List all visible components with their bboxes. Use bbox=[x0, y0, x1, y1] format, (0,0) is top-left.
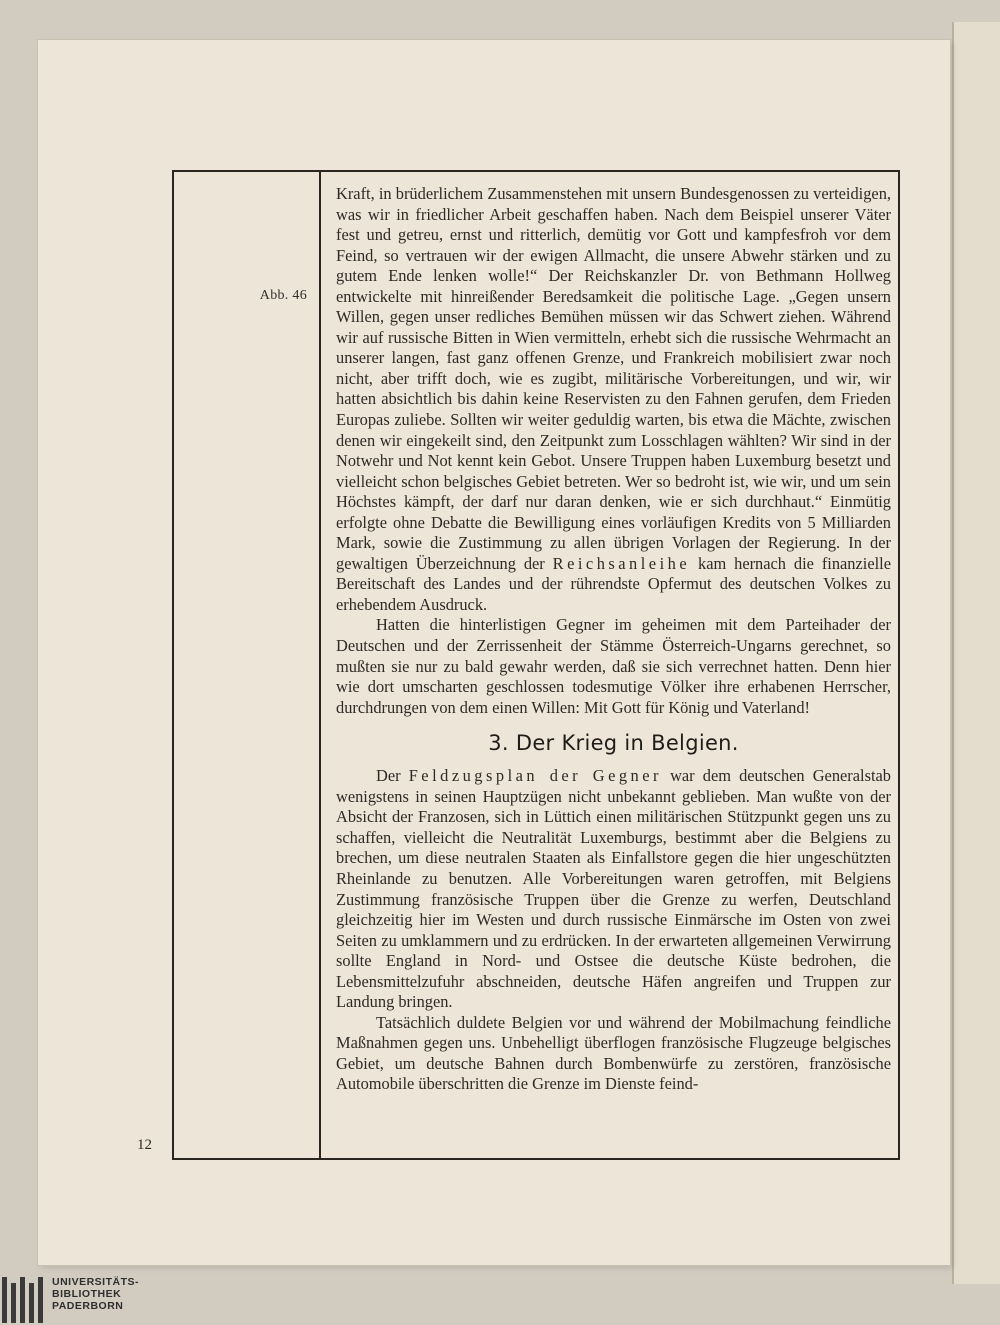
margin-column bbox=[174, 172, 321, 1158]
paragraph: Tatsächlich duldete Belgien vor und während der Mobilmachung feindliche Maßnahmen gegen uns. Unbehelligt überflogen französische Flugzeuge belgisches Gebiet, um deutsche Bahnen durch Bombenwürfe zu zerstören, französische Automobile überschritten die Grenze im Dienste feind- bbox=[336, 1012, 891, 1094]
emphasized-term: Feldzugsplan der Gegner bbox=[408, 766, 662, 786]
paragraph bbox=[336, 184, 891, 615]
paragraph-text: war dem deutschen Generalstab wenigstens in seinen Hauptzügen nicht unbekannt geblieben. Man wußte von der Absicht der Franzosen, sich in Lüttich einen militärischen Stützpunkt gegen uns zu schaffen, vielleicht die Neutralität Luxemburgs, bestimmt aber die Belgiens zu brechen, um diese neutralen Staaten als Einfallstore gegen die hier ungeschützten Rheinlande zu benutzen. Alle Vorbereitungen waren getroffen, mit Belgiens Zustimmung französische Truppen über die Grenze zu werfen, Deutschland gleichzeitig hier im Westen und durch russische Einmärsche im Osten von zwei Seiten zu umklammern und zu erdrücken. In der erwarteten allgemeinen Verwirrung sollte England in Nord- und Ostsee die deutsche Küste bedrohen, die Lebensmittelzufuhr abschneiden, deutsche Häfen angreifen und Truppen zur Landung bringen. bbox=[336, 766, 891, 1012]
section-heading: 3. Der Krieg in Belgien. bbox=[488, 731, 739, 756]
logo-line: PADERBORN bbox=[52, 1300, 124, 1312]
paragraph-text: Der bbox=[376, 766, 409, 786]
paragraph-text: kam hernach die finanzielle Bereitschaft des Landes und der rührendste Opfermut des deutschen Volkes zu erhebendem Ausdruck. bbox=[336, 553, 891, 614]
text-frame bbox=[172, 170, 900, 1160]
book-page bbox=[38, 40, 950, 1265]
figure-reference: Abb. 46 bbox=[259, 288, 307, 303]
body-text bbox=[336, 184, 891, 1095]
library-logo bbox=[0, 1274, 145, 1324]
logo-line: BIBLIOTHEK bbox=[52, 1288, 122, 1300]
paragraph bbox=[336, 766, 891, 1013]
library-logo-text bbox=[52, 1276, 139, 1312]
logo-line: UNIVERSITÄTS- bbox=[52, 1276, 140, 1288]
emphasized-term: Reichsanleihe bbox=[552, 553, 691, 573]
facing-page-edge bbox=[952, 22, 1000, 1284]
paragraph-text: Kraft, in brüderlichem Zusammenstehen mit unsern Bundesgenossen zu verteidigen, was wir in friedlicher Arbeit geschaffen haben. Nach dem Beispiel unserer Väter fest und getreu, ernst und ritterlich, demütig vor Gott und kampfesfroh vor dem Feind, so vertrauen wir der ewigen Allmacht, die unsere Abwehr stärken und zu gutem Ende lenken wolle!“ Der Reichskanzler Dr. von Bethmann Hollweg entwickelte mit hinreißender Beredsamkeit die politische Lage. „Gegen unsern Willen, gegen unser redliches Bemühen müssen wir das Schwert ziehen. Während wir auf russische Bitten in Wien vermitteln, erhebt sich die russische Wehrmacht an unserer langen, fast ganz offenen Grenze, und Frankreich mobilisiert zwar noch nicht, aber trifft doch, wie es zugibt, militärische Vorbereitungen, und wir, wir hatten absichtlich bis dahin keine Reservisten zu den Fahnen gerufen, dem Frieden Europas zuliebe. Sollten wir weiter geduldig warten, bis etwa die Mächte, zwischen denen wir eingekeilt sind, den Zeitpunkt zum Losschlagen wählten? Wir sind in der Notwehr und Not kennt kein Gebot. Unsere Truppen haben Luxemburg besetzt und vielleicht schon belgisches Gebiet betreten. Wer so bedroht ist, wie wir, und um sein Höchstes kämpft, der darf nur daran denken, wie er sich durchhaut.“ Einmütig erfolgte ohne Debatte die Bewilligung eines vorläufigen Kredits von 5 Milliarden Mark, sowie die Zustimmung zu allen übrigen Vorlagen der Regierung. In der gewaltigen Überzeichnung der bbox=[336, 184, 891, 573]
page-number: 12 bbox=[137, 1137, 152, 1153]
library-logo-icon bbox=[2, 1277, 46, 1323]
paragraph: Hatten die hinterlistigen Gegner im geheimen mit dem Parteihader der Deutschen und der Zerrissenheit der Stämme Österreich-Ungarns gerechnet, so mußten sie nur zu bald gewahr werden, daß sie sich verrechnet hatten. Denn hier wie dort umscharten geschlossen todesmutige Völker ihre erhabenen Herrscher, durchdrungen von dem einen Willen: Mit Gott für König und Vaterland! bbox=[336, 615, 891, 717]
